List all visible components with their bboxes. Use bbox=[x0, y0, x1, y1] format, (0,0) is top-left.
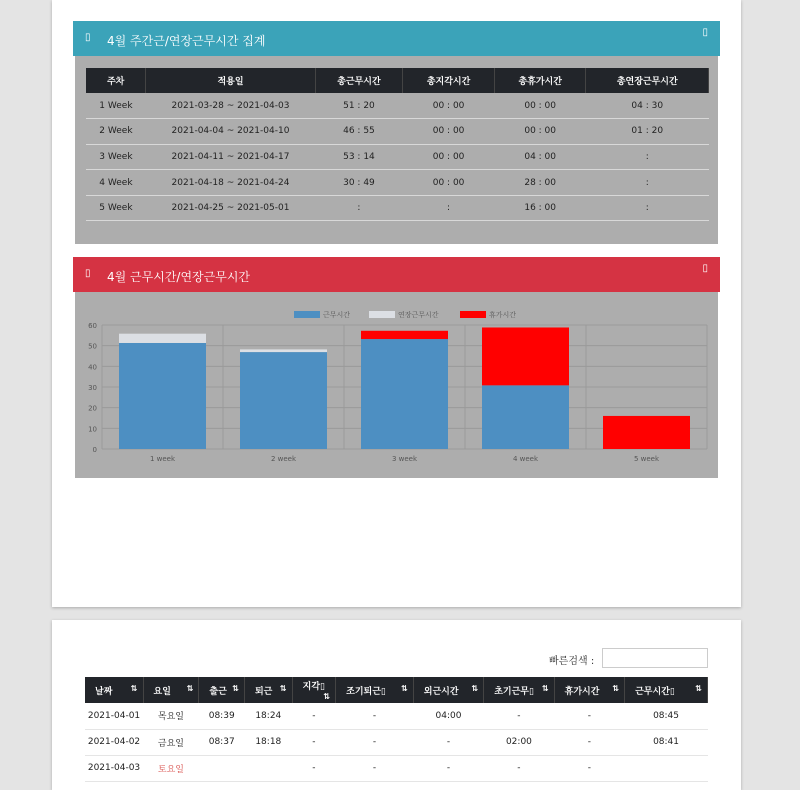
summary-cell: 2021-04-18 ~ 2021-04-24 bbox=[146, 170, 315, 196]
log-cell: 08:41 bbox=[625, 729, 708, 755]
panel-icon: ▯ bbox=[85, 268, 91, 279]
search-label: 빠른검색 : bbox=[549, 656, 595, 667]
log-col-header[interactable] bbox=[85, 677, 143, 703]
x-tick-label: 4 week bbox=[512, 455, 539, 463]
daily-log-table bbox=[85, 677, 708, 782]
summary-panel-title: 4월 주간근/연장근무시간 집계 bbox=[107, 34, 266, 48]
panel-icon: ▯ bbox=[85, 32, 91, 43]
sort-icon[interactable]: ⇅ bbox=[401, 683, 408, 693]
sort-icon[interactable]: ⇅ bbox=[541, 683, 549, 693]
x-tick-label: 2 week bbox=[270, 455, 297, 463]
log-row bbox=[85, 729, 708, 755]
log-cell: - bbox=[554, 729, 624, 755]
log-row bbox=[85, 703, 708, 729]
sort-icon[interactable]: ⇅ bbox=[695, 683, 702, 693]
log-col-header[interactable] bbox=[292, 677, 336, 703]
bar-segment bbox=[603, 416, 690, 449]
legend-swatch bbox=[460, 311, 486, 318]
summary-col-header: 주차 bbox=[86, 68, 146, 93]
summary-cell: : bbox=[403, 195, 495, 221]
log-col-label: 휴가시간 bbox=[564, 686, 600, 697]
legend-swatch bbox=[369, 311, 395, 318]
summary-cell: 4 Week bbox=[86, 170, 146, 196]
log-cell: - bbox=[292, 755, 336, 781]
bar-segment bbox=[240, 349, 327, 352]
log-cell: 2021-04-01 bbox=[85, 703, 143, 729]
summary-card bbox=[52, 0, 741, 607]
log-col-header[interactable] bbox=[143, 677, 199, 703]
log-cell: - bbox=[336, 703, 414, 729]
weekly-summary-table bbox=[86, 68, 709, 221]
y-tick-label: 20 bbox=[88, 404, 97, 413]
log-col-label: 지각▯ bbox=[302, 682, 325, 692]
log-cell: - bbox=[554, 703, 624, 729]
log-col-label: 날짜 bbox=[95, 686, 113, 697]
summary-cell: 00 : 00 bbox=[403, 119, 495, 145]
summary-cell: 04 : 30 bbox=[586, 93, 709, 119]
summary-col-header: 총지각시간 bbox=[403, 68, 495, 93]
legend-label: 연장근무시간 bbox=[398, 311, 439, 319]
log-cell: - bbox=[484, 703, 554, 729]
sort-icon[interactable]: ⇅ bbox=[232, 683, 239, 693]
summary-cell: 2021-04-25 ~ 2021-05-01 bbox=[146, 195, 315, 221]
log-cell bbox=[199, 755, 245, 781]
daily-card bbox=[52, 620, 741, 790]
log-col-label: 초기근무▯ bbox=[494, 686, 534, 697]
x-tick-label: 3 week bbox=[391, 455, 418, 463]
log-cell: 2021-04-02 bbox=[85, 729, 143, 755]
summary-cell: 00 : 00 bbox=[494, 93, 586, 119]
summary-cell: 53 : 14 bbox=[315, 144, 403, 170]
weekly-summary-panel bbox=[73, 21, 720, 245]
summary-cell: : bbox=[586, 170, 709, 196]
bar-segment bbox=[361, 331, 448, 339]
summary-row bbox=[86, 170, 709, 196]
chart-panel-title: 4월 근무시간/연장근무시간 bbox=[107, 270, 251, 284]
summary-col-header: 총휴가시간 bbox=[494, 68, 586, 93]
log-cell: 목요일 bbox=[143, 703, 199, 729]
log-cell: 08:45 bbox=[625, 703, 708, 729]
collapse-icon[interactable]: ▯ bbox=[702, 263, 708, 274]
summary-cell: 5 Week bbox=[86, 195, 146, 221]
summary-cell: 2021-04-04 ~ 2021-04-10 bbox=[146, 119, 315, 145]
summary-cell: 00 : 00 bbox=[403, 170, 495, 196]
summary-cell: 16 : 00 bbox=[494, 195, 586, 221]
bar-segment bbox=[119, 334, 206, 343]
x-tick-label: 1 week bbox=[149, 455, 176, 463]
log-cell: - bbox=[292, 729, 336, 755]
collapse-icon[interactable]: ▯ bbox=[702, 27, 708, 38]
y-tick-label: 40 bbox=[88, 363, 97, 372]
summary-col-header: 총연장근무시간 bbox=[586, 68, 709, 93]
sort-icon[interactable]: ⇅ bbox=[323, 692, 331, 701]
summary-row bbox=[86, 144, 709, 170]
summary-cell: 00 : 00 bbox=[403, 144, 495, 170]
log-cell: - bbox=[292, 703, 336, 729]
log-col-header[interactable] bbox=[336, 677, 414, 703]
log-cell: 금요일 bbox=[143, 729, 199, 755]
log-cell: 08:39 bbox=[199, 703, 245, 729]
log-cell: 2021-04-03 bbox=[85, 755, 143, 781]
y-tick-label: 60 bbox=[88, 322, 97, 330]
bar-segment bbox=[119, 343, 206, 449]
legend-label: 근무시간 bbox=[323, 311, 351, 319]
summary-cell: : bbox=[586, 195, 709, 221]
log-cell: - bbox=[554, 755, 624, 781]
log-cell: 18:18 bbox=[244, 729, 292, 755]
chart-panel-header bbox=[73, 257, 720, 292]
summary-col-header: 적용일 bbox=[146, 68, 315, 93]
summary-row bbox=[86, 93, 709, 119]
summary-cell: 00 : 00 bbox=[494, 119, 586, 145]
bar-segment bbox=[482, 327, 569, 385]
log-col-header[interactable] bbox=[199, 677, 245, 703]
summary-cell: 51 : 20 bbox=[315, 93, 403, 119]
log-col-label: 출근 bbox=[209, 686, 227, 697]
log-cell: 18:24 bbox=[244, 703, 292, 729]
y-tick-label: 10 bbox=[88, 425, 97, 434]
sort-icon[interactable]: ⇅ bbox=[612, 683, 620, 693]
log-col-header[interactable] bbox=[244, 677, 292, 703]
log-col-label: 근무시간▯ bbox=[635, 686, 675, 697]
summary-cell: 00 : 00 bbox=[403, 93, 495, 119]
summary-panel-body bbox=[75, 56, 718, 244]
log-cell: 02:00 bbox=[484, 729, 554, 755]
log-cell bbox=[244, 755, 292, 781]
legend-label: 휴가시간 bbox=[489, 311, 517, 319]
summary-cell: 46 : 55 bbox=[315, 119, 403, 145]
y-tick-label: 50 bbox=[88, 342, 97, 351]
quick-search-input[interactable] bbox=[602, 648, 708, 668]
log-cell: - bbox=[484, 755, 554, 781]
summary-cell: : bbox=[586, 144, 709, 170]
summary-cell: 04 : 00 bbox=[494, 144, 586, 170]
summary-col-header: 총근무시간 bbox=[315, 68, 403, 93]
summary-cell: 2 Week bbox=[86, 119, 146, 145]
log-cell: - bbox=[413, 729, 483, 755]
summary-cell: 01 : 20 bbox=[586, 119, 709, 145]
log-cell: - bbox=[336, 729, 414, 755]
x-tick-label: 5 week bbox=[633, 455, 660, 463]
log-col-header[interactable] bbox=[484, 677, 554, 703]
bar-segment bbox=[482, 385, 569, 449]
sort-icon[interactable]: ⇅ bbox=[471, 683, 479, 693]
log-cell bbox=[625, 755, 708, 781]
summary-cell: 30 : 49 bbox=[315, 170, 403, 196]
bar-segment bbox=[240, 352, 327, 449]
sort-icon[interactable]: ⇅ bbox=[186, 683, 194, 693]
summary-cell: 28 : 00 bbox=[494, 170, 586, 196]
legend-swatch bbox=[294, 311, 320, 318]
log-col-label: 퇴근 bbox=[254, 686, 273, 697]
bar-segment bbox=[361, 339, 448, 449]
summary-panel-header bbox=[73, 21, 720, 56]
summary-cell: 3 Week bbox=[86, 144, 146, 170]
summary-row bbox=[86, 195, 709, 221]
chart-panel-body bbox=[75, 292, 718, 478]
summary-cell: : bbox=[315, 195, 403, 221]
log-col-header[interactable] bbox=[554, 677, 624, 703]
sort-icon[interactable]: ⇅ bbox=[130, 683, 138, 693]
summary-cell: 2021-03-28 ~ 2021-04-03 bbox=[146, 93, 315, 119]
log-col-label: 외근시간 bbox=[423, 686, 459, 697]
summary-row bbox=[86, 119, 709, 145]
summary-cell: 1 Week bbox=[86, 93, 146, 119]
log-cell: 08:37 bbox=[199, 729, 245, 755]
log-col-header[interactable] bbox=[413, 677, 483, 703]
y-tick-label: 0 bbox=[92, 446, 97, 454]
log-col-header[interactable] bbox=[625, 677, 708, 703]
log-cell: - bbox=[413, 755, 483, 781]
log-col-label: 요일 bbox=[153, 686, 171, 697]
summary-cell: 2021-04-11 ~ 2021-04-17 bbox=[146, 144, 315, 170]
y-tick-label: 30 bbox=[88, 384, 97, 392]
log-row bbox=[85, 755, 708, 781]
log-cell: - bbox=[336, 755, 414, 781]
log-cell: 04:00 bbox=[413, 703, 483, 729]
chart-panel bbox=[73, 257, 720, 479]
work-hours-chart bbox=[75, 292, 718, 478]
log-col-label: 조기퇴근▯ bbox=[346, 686, 386, 697]
sort-icon[interactable]: ⇅ bbox=[279, 683, 287, 693]
log-cell: 토요일 bbox=[143, 755, 199, 781]
